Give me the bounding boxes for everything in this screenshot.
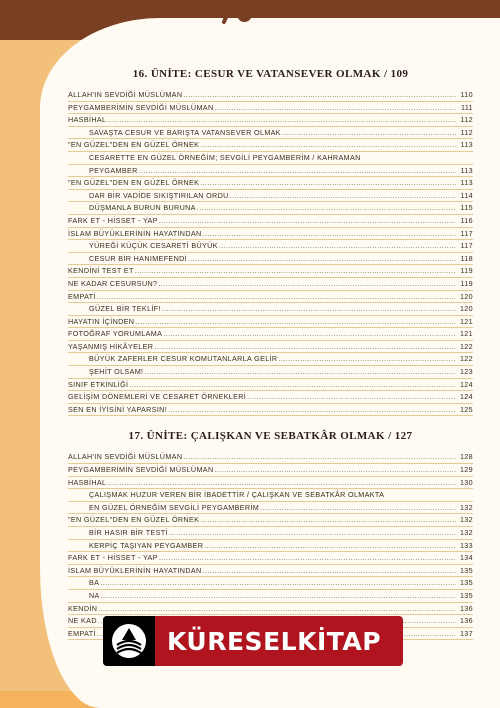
toc-row (68, 278, 473, 290)
toc-entry-title: ALLAH'IN SEVDİĞİ MÜSLÜMAN (68, 452, 183, 462)
dot-leader (98, 603, 456, 615)
toc-page-number: 132 (459, 515, 473, 525)
dot-leader (100, 577, 456, 589)
dot-leader (169, 527, 456, 539)
unit-title: 17. ÜNİTE: ÇALIŞKAN VE SEBATKÂR OLMAK / 127 (128, 430, 413, 443)
toc-page-number: 112 (460, 115, 473, 125)
dot-leader (163, 328, 456, 340)
toc-row (68, 152, 473, 164)
toc-row (68, 464, 473, 476)
toc-page-number: 130 (459, 477, 473, 487)
toc-entry-title: PEYGAMBERİMİN SEVDİĞİ MÜSLÜMAN (68, 102, 214, 112)
toc-page-number: 113 (460, 165, 473, 175)
toc-page-number: 122 (459, 341, 473, 351)
dot-leader (135, 265, 456, 277)
toc-row (68, 577, 473, 589)
dot-leader (107, 477, 456, 489)
toc-row (68, 328, 473, 340)
toc-row (68, 291, 473, 303)
toc-entry-title: KENDİN (68, 603, 98, 613)
dot-leader (197, 202, 456, 214)
unit-rows (68, 89, 473, 416)
toc-row (68, 190, 473, 202)
dot-leader (154, 341, 456, 353)
toc-row (68, 316, 473, 328)
toc-page-number: 113 (460, 178, 473, 188)
toc-entry-title: KENDİNİ TEST ET (68, 266, 134, 276)
toc-page-number: 114 (460, 190, 473, 200)
toc-entry-title: YAŞANMIŞ HİKÂYELER (68, 341, 154, 351)
toc-entry-title: FARK ET - HİSSET - YAP (68, 215, 158, 225)
toc-row (68, 102, 473, 114)
dot-leader (203, 565, 456, 577)
toc-entry-title: PEYGAMBERİMİN SEVDİĞİ MÜSLÜMAN (68, 465, 214, 475)
dot-leader (159, 552, 456, 564)
toc-row (68, 527, 473, 539)
dot-leader (97, 291, 456, 303)
toc-entry-title: SEN EN İYİSİNİ YAPARSIN! (68, 404, 168, 414)
swirl-ornament-icon (220, 0, 260, 30)
toc-page-number: 132 (459, 528, 473, 537)
logo-text: KÜRESELKİTAP (167, 626, 382, 656)
unit-title: 16. ÜNİTE: CESUR VE VATANSEVER OLMAK / 109 (132, 68, 409, 80)
toc-page-number: 124 (459, 392, 473, 402)
toc-page-number: 136 (459, 603, 473, 613)
toc-entry-title: KERPİÇ TAŞIYAN PEYGAMBER (89, 540, 204, 550)
dot-leader (135, 316, 456, 328)
toc-page-number: 125 (459, 404, 473, 414)
dot-leader (200, 514, 456, 526)
dot-leader (183, 89, 456, 101)
toc-page-number: 112 (460, 127, 473, 137)
dot-leader (162, 303, 456, 315)
dot-leader (129, 379, 456, 391)
toc-page-number: 117 (460, 241, 473, 251)
toc-page-number: 124 (459, 379, 473, 389)
toc-row (68, 139, 473, 151)
row-divider (68, 415, 473, 416)
toc-page-number: 136 (459, 616, 473, 626)
toc-entry-title: NA (89, 590, 100, 600)
toc-row (68, 127, 473, 139)
toc-row (68, 404, 473, 416)
toc-page-number: 133 (459, 540, 473, 550)
toc-entry-title: EMPATİ (68, 628, 96, 638)
toc-entry-title: YÜREĞİ KÜÇÜK CESARETİ BÜYÜK (89, 241, 218, 251)
toc-entry-title: İSLAM BÜYÜKLERİNİN HAYATINDAN (68, 565, 202, 575)
toc-entry-title: BÜYÜK ZAFERLER CESUR KOMUTANLARLA GELİR (89, 354, 278, 364)
toc-entry-title: BİR HASIR BİR TESTİ (89, 528, 168, 537)
dot-leader (200, 177, 456, 189)
dot-leader (183, 451, 456, 463)
dot-leader (219, 240, 456, 252)
toc-row (68, 353, 473, 365)
dot-leader (385, 489, 456, 501)
toc-row (68, 603, 473, 615)
toc-row (68, 514, 473, 526)
toc-row (68, 303, 473, 315)
toc-row (68, 379, 473, 391)
toc-page-number: 113 (460, 140, 473, 150)
dot-leader (101, 590, 456, 602)
toc-entry-title: EN GÜZEL ÖRNEĞİM SEVGİLİ PEYGAMBERİM (89, 502, 260, 512)
toc-page-number: 135 (459, 565, 473, 575)
dot-leader (362, 152, 456, 164)
toc-entry-title: SAVAŞTA CESUR VE BARIŞTA VATANSEVER OLMAK (89, 127, 281, 137)
toc-entry-title: İSLAM BÜYÜKLERİNİN HAYATINDAN (68, 228, 202, 238)
toc-entry-title: ALLAH'IN SEVDİĞİ MÜSLÜMAN (68, 90, 183, 99)
toc-entry-title: ÇALIŞMAK HUZUR VEREN BİR İBADETTİR / ÇALIŞKAN VE SEBATKÂR OLMAKTA (89, 490, 385, 500)
dot-leader (144, 366, 456, 378)
toc-row (68, 565, 473, 577)
dot-leader (278, 353, 456, 365)
toc-row (68, 253, 473, 265)
toc-page-number: 116 (460, 215, 473, 225)
dot-leader (107, 114, 456, 126)
toc-page-number: 119 (460, 278, 473, 288)
dot-leader (260, 502, 456, 514)
toc-page-number: 119 (460, 266, 473, 276)
dot-leader (203, 228, 456, 240)
kureselkitap-logo-icon (103, 616, 155, 666)
toc-row (68, 590, 473, 602)
toc-page-number: 137 (459, 628, 473, 638)
toc-page-number: 115 (460, 203, 473, 213)
toc-entry-title: CESUR BİR HANIMEFENDİ (89, 253, 188, 263)
toc-row (68, 391, 473, 403)
toc-entry-title: HASBİHAL (68, 115, 107, 125)
dot-leader (282, 127, 456, 139)
toc-page-number: 117 (460, 228, 473, 238)
toc-page-number: 122 (459, 354, 473, 364)
toc-row (68, 265, 473, 277)
toc-row (68, 502, 473, 514)
toc-entry-title: NE KADAR CESURSUN? (68, 278, 158, 288)
toc-entry-title: ŞEHİT OLSAM! (89, 367, 144, 377)
toc-row (68, 89, 473, 101)
toc-entry-title: CESARETTE EN GÜZEL ÖRNEĞİM; SEVGİLİ PEYGAMBERİM / KAHRAMAN (89, 152, 361, 162)
toc-entry-title: SINIF ETKİNLİĞİ (68, 379, 129, 389)
toc-row (68, 451, 473, 463)
toc-entry-title: PEYGAMBER (89, 165, 138, 175)
toc-entry-title: NE KAD (68, 616, 97, 626)
toc-entry-title: HAYATIN İÇİNDEN (68, 316, 135, 326)
toc-row (68, 202, 473, 214)
unit-rows (68, 451, 473, 640)
toc-page-number: 111 (461, 102, 473, 112)
dot-leader (139, 165, 456, 177)
toc-entry-title: "EN GÜZEL"DEN EN GÜZEL ÖRNEK (68, 515, 200, 525)
toc-row (68, 177, 473, 189)
toc-entry-title: FOTOĞRAF YORUMLAMA (68, 329, 163, 339)
toc-page-number: 134 (459, 553, 473, 563)
toc-page-number: 118 (460, 253, 473, 263)
dot-leader (247, 391, 456, 403)
toc-row (68, 540, 473, 552)
toc-page-number: 135 (459, 590, 473, 600)
dot-leader (158, 278, 456, 290)
toc-row (68, 114, 473, 126)
toc-page-number: 129 (459, 465, 473, 475)
toc-entry-title: FARK ET - HİSSET - YAP (68, 553, 158, 563)
dot-leader (215, 102, 457, 114)
toc-entry-title: GÜZEL BİR TEKLİF! (89, 304, 161, 314)
toc-page-number: 128 (459, 452, 473, 462)
toc-row (68, 215, 473, 227)
toc-entry-title: DAR BİR VADİDE SIKIŞTIRILAN ORDU (89, 190, 229, 200)
toc-page-number: 121 (459, 316, 473, 326)
toc-page-number: 132 (459, 502, 473, 512)
toc-row (68, 366, 473, 378)
dot-leader (188, 253, 456, 265)
table-of-contents (68, 60, 473, 640)
toc-entry-title: HASBİHAL (68, 477, 107, 487)
toc-entry-title: EMPATİ (68, 291, 96, 301)
toc-entry-title: "EN GÜZEL"DEN EN GÜZEL ÖRNEK (68, 178, 200, 188)
dot-leader (200, 139, 456, 151)
toc-page-number: 120 (459, 291, 473, 301)
dot-leader (204, 540, 456, 552)
dot-leader (168, 404, 456, 416)
toc-row (68, 165, 473, 177)
toc-page-number: 121 (459, 329, 473, 339)
toc-row (68, 228, 473, 240)
dot-leader (230, 190, 456, 202)
toc-page-number: 110 (460, 90, 473, 99)
toc-entry-title: BA (89, 578, 100, 588)
toc-page-number: 123 (459, 367, 473, 377)
toc-row (68, 240, 473, 252)
toc-row (68, 341, 473, 353)
toc-entry-title: DÜŞMANLA BURUN BURUNA (89, 203, 196, 213)
publisher-logo (103, 616, 403, 666)
toc-row (68, 552, 473, 564)
dot-leader (215, 464, 457, 476)
toc-page-number: 120 (459, 304, 473, 314)
toc-entry-title: GELİŞİM DÖNEMLERİ VE CESARET ÖRNEKLERİ (68, 392, 247, 402)
toc-page-number: 135 (459, 578, 473, 588)
toc-entry-title: "EN GÜZEL"DEN EN GÜZEL ÖRNEK (68, 140, 200, 150)
toc-row (68, 489, 473, 501)
toc-row (68, 477, 473, 489)
dot-leader (159, 215, 456, 227)
